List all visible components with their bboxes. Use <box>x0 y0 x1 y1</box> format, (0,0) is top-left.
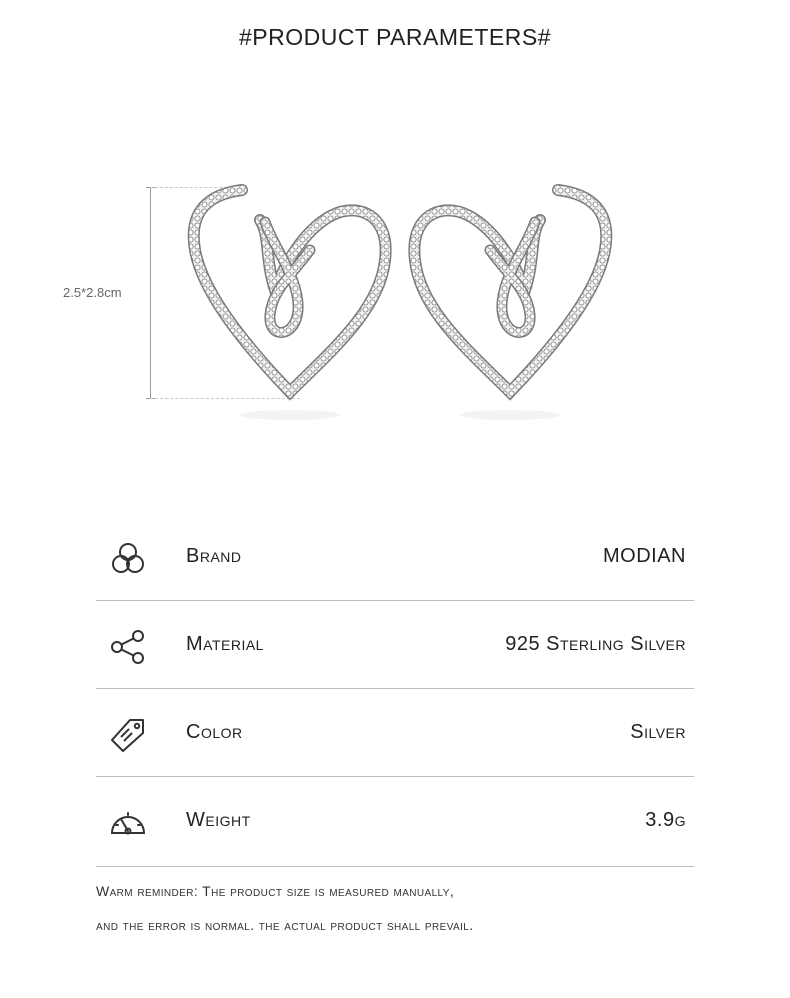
parameter-label: Color <box>186 721 243 743</box>
reminder-line-1: Warm reminder: The product size is measured manually, <box>96 883 455 899</box>
gauge-icon <box>108 803 148 843</box>
page-title: #PRODUCT PARAMETERS# <box>238 24 552 50</box>
price-tag-icon <box>108 715 148 755</box>
size-label: 2.5*2.8cm <box>63 285 122 300</box>
circles-icon <box>108 539 148 579</box>
parameter-value: 3.9g <box>645 809 686 831</box>
earring-right-image <box>400 180 620 430</box>
parameters-table <box>96 513 694 867</box>
parameter-label: Weight <box>186 809 251 831</box>
earring-left-image <box>180 180 400 430</box>
dimension-line <box>150 187 151 398</box>
reminder-line-2: and the error is normal. the actual product shall prevail. <box>96 917 474 933</box>
parameter-label: Brand <box>186 545 242 567</box>
parameter-row-weight <box>96 777 694 867</box>
parameter-label: Material <box>186 633 264 655</box>
parameter-row-brand <box>96 513 694 601</box>
parameter-row-material <box>96 601 694 689</box>
parameter-row-color <box>96 689 694 777</box>
parameter-value: Silver <box>630 721 686 743</box>
parameter-value: 925 Sterling Silver <box>505 633 686 655</box>
share-nodes-icon <box>108 627 148 667</box>
parameter-value: MODIAN <box>603 545 686 567</box>
